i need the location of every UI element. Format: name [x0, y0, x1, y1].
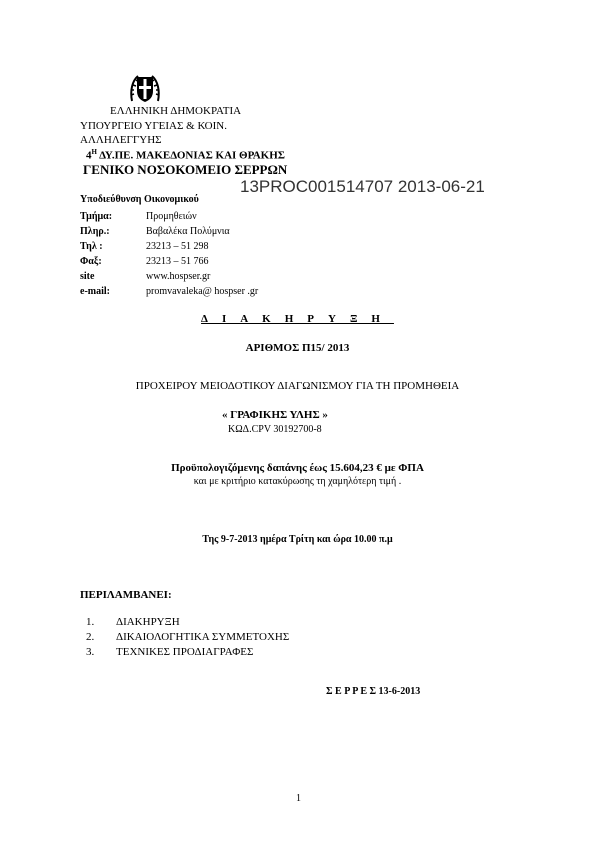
list-item	[86, 630, 289, 645]
contact-row-person	[80, 224, 258, 239]
contact-value: 23213 – 51 766	[146, 256, 209, 267]
document-title: ΔΙΑΚΗΡΥΞΗ	[201, 313, 394, 325]
tender-item: « ΓΡΑΦΙΚΗΣ ΥΛΗΣ »	[222, 409, 328, 421]
contact-row-phone	[80, 239, 258, 254]
department-name: Υποδιεύθυνση Οικονομικού	[80, 194, 199, 205]
declaration-number: ΑΡΙΘΜΟΣ Π15/ 2013	[245, 342, 350, 354]
list-item-number: 2.	[86, 631, 95, 643]
list-item-number: 3.	[86, 646, 95, 658]
contact-details	[80, 209, 258, 299]
list-item	[86, 615, 289, 630]
contact-row-site	[80, 269, 258, 284]
health-region-superscript: Η	[91, 148, 97, 156]
republic-name: ΕΛΛΗΝΙΚΗ ΔΗΜΟΚΡΑΤΙΑ	[110, 105, 242, 117]
contact-label: site	[80, 271, 95, 282]
contact-label: Πληρ.:	[80, 226, 110, 237]
contact-label: e-mail:	[80, 286, 110, 297]
greek-coat-of-arms-icon	[128, 71, 162, 105]
tender-date: Της 9-7-2013 ημέρα Τρίτη και ώρα 10.00 π.μ	[202, 534, 393, 545]
contact-row-email	[80, 284, 258, 299]
health-region-number: 4	[86, 149, 92, 162]
contact-label: Φαξ:	[80, 256, 102, 267]
ministry-line-2: ΑΛΛΗΛΕΓΓΥΗΣ	[80, 134, 162, 146]
ministry-line-1: ΥΠΟΥΡΓΕΙΟ ΥΓΕΙΑΣ & ΚΟΙΝ.	[80, 120, 227, 132]
page-number: 1	[296, 793, 301, 804]
cpv-code: ΚΩΔ.CPV 30192700-8	[228, 424, 322, 435]
protocol-stamp: 13PROC001514707 2013-06-21	[240, 177, 485, 196]
health-region-name: ΔΥ.ΠΕ. ΜΑΚΕΔΟΝΙΑΣ ΚΑΙ ΘΡΑΚΗΣ	[96, 149, 285, 162]
contact-label: Τμήμα:	[80, 211, 113, 222]
tender-subject: ΠΡΟΧΕΙΡΟΥ ΜΕΙΟΔΟΤΙΚΟΥ ΔΙΑΓΩΝΙΣΜΟΥ ΓΙΑ ΤΗ ΠΡΟΜΗΘΕΙΑ	[135, 380, 460, 392]
contact-value: www.hospser.gr	[146, 271, 211, 282]
document-title-wrap	[0, 313, 595, 325]
budget-line: Προϋπολογιζόμενης δαπάνης έως 15.604,23 € με ΦΠΑ	[171, 462, 424, 474]
includes-list	[86, 615, 289, 660]
list-item	[86, 645, 289, 660]
list-item-text: ΤΕΧΝΙΚΕΣ ΠΡΟΔΙΑΓΡΑΦΕΣ	[116, 646, 254, 658]
list-item-text: ΔΙΚΑΙΟΛΟΓΗΤΙΚΑ ΣΥΜΜΕΤΟΧΗΣ	[116, 631, 290, 643]
hospital-name: ΓΕΝΙΚΟ ΝΟΣΟΚΟΜΕΙΟ ΣΕΡΡΩΝ	[83, 162, 288, 177]
contact-value: Βαβαλέκα Πολύμνια	[146, 226, 230, 237]
includes-heading: ΠΕΡΙΛΑΜΒΑΝΕΙ:	[80, 589, 172, 601]
contact-value: promvavaleka@ hospser .gr	[146, 286, 259, 297]
award-criterion: και με κριτήριο κατακύρωσης τη χαμηλότερη τιμή .	[193, 476, 402, 487]
contact-value: Προμηθειών	[146, 211, 197, 222]
list-item-text: ΔΙΑΚΗΡΥΞΗ	[116, 616, 180, 628]
contact-row-fax	[80, 254, 258, 269]
contact-value: 23213 – 51 298	[146, 241, 209, 252]
contact-label: Τηλ :	[80, 241, 103, 252]
contact-row-department	[80, 209, 258, 224]
health-region	[86, 148, 285, 162]
list-item-number: 1.	[86, 616, 95, 628]
place-and-date: Σ Ε Ρ Ρ Ε Σ 13-6-2013	[326, 686, 421, 697]
